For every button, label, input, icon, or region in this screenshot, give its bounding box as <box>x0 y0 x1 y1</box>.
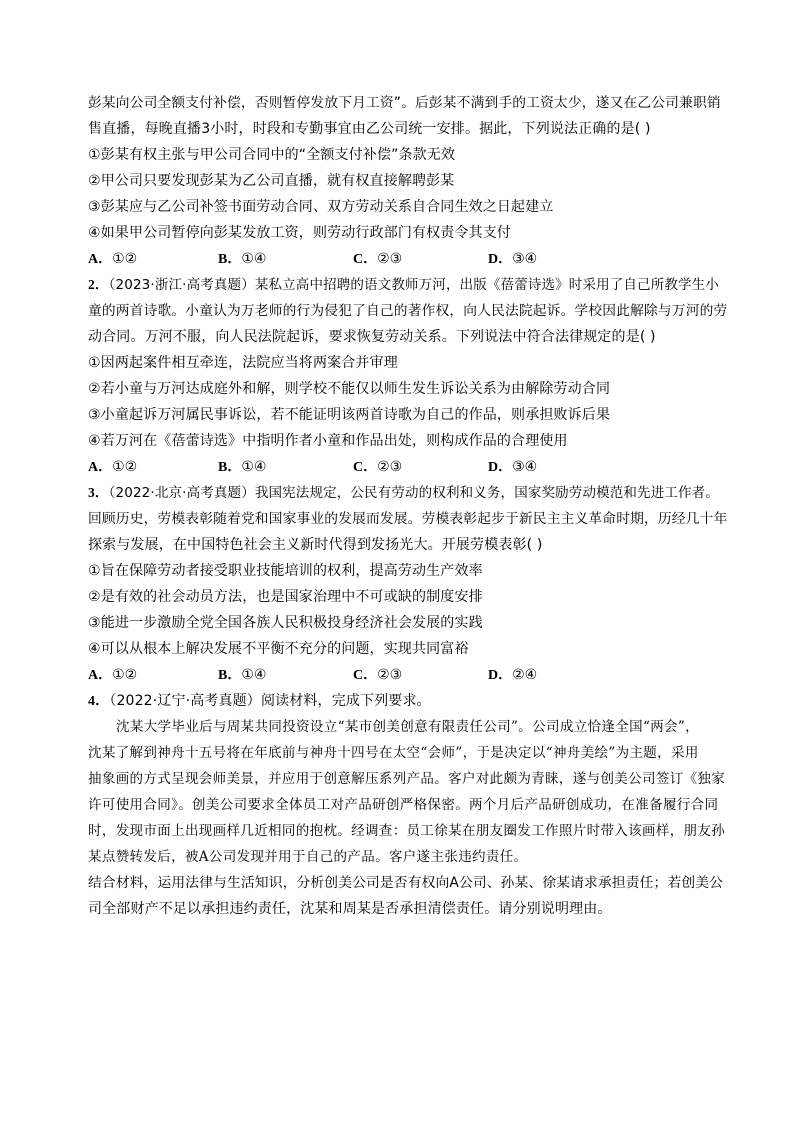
option-d: D．③④ <box>488 459 538 475</box>
option-b: B．①④ <box>218 459 267 475</box>
question-2-stem-line: 2．（2023·浙江·高考真题）某私立高中招聘的语文教师万河，出版《蓓蕾诗选》时采用了自己所教学生小 <box>88 277 719 293</box>
question-3-statement: ①旨在保障劳动者接受职业技能培训的权利，提高劳动生产效率 <box>88 563 483 579</box>
question-1-statement: ③彭某应与乙公司补签书面劳动合同、双方劳动关系自合同生效之日起建立 <box>88 199 554 215</box>
question-3-statement: ④可以从根本上解决发展不平衡不充分的问题，实现共同富裕 <box>88 641 469 657</box>
question-2-statement: ④若万河在《蓓蕾诗选》中指明作者小童和作品出处，则构成作品的合理使用 <box>88 433 568 449</box>
question-1-statement: ①彭某有权主张与甲公司合同中的“全额支付补偿”条款无效 <box>88 147 456 163</box>
option-b: B．①④ <box>218 667 267 683</box>
question-2-statement: ②若小童与万河达成庭外和解，则学校不能仅以师生发生诉讼关系为由解除劳动合同 <box>88 381 611 397</box>
question-4-stem-line: 4．（2022·辽宁·高考真题）阅读材料，完成下列要求。 <box>88 693 431 709</box>
question-4-material-line: 许可使用合同》。创美公司要求全体员工对产品研创严格保密。两个月后产品研创成功，在准备履行合同 <box>88 797 719 813</box>
option-b: B．①④ <box>218 251 267 267</box>
question-1-statement: ②甲公司只要发现彭某为乙公司直播，就有权直接解聘彭某 <box>88 173 455 189</box>
question-3 <box>88 480 728 688</box>
question-1-stem-line: 彭某向公司全额支付补偿，否则暂停发放下月工资”。后彭某不满到手的工资太少，遂又在乙公司兼职销 <box>88 95 721 111</box>
option-a: A．①② <box>88 459 138 475</box>
question-1-stem-line: 售直播，每晚直播3小时，时段和专勤事宜由乙公司统一安排。据此，下列说法正确的是( ) <box>88 121 651 137</box>
question-2-stem-line: 动合同。万河不服，向人民法院起诉，要求恢复劳动关系。下列说法中符合法律规定的是( ) <box>88 329 656 345</box>
question-4 <box>88 688 728 922</box>
question-2-statement: ①因两起案件相互牵连，法院应当将两案合并审理 <box>88 355 398 371</box>
question-4-task-line: 结合材料，运用法律与生活知识，分析创美公司是否有权向A公司、孙某、徐某请求承担责任；若创美公 <box>88 875 724 891</box>
question-4-material-line: 抽象画的方式呈现会师美景，并应用于创意解压系列产品。客户对此颇为青睐，遂与创美公司签订《独家 <box>88 771 726 787</box>
question-2 <box>88 272 728 480</box>
question-3-statement: ②是有效的社会动员方法，也是国家治理中不可或缺的制度安排 <box>88 589 483 605</box>
question-2-stem-line: 童的两首诗歌。小童认为万老师的行为侵犯了自己的著作权，向人民法院起诉。学校因此解除与万河的劳 <box>88 303 728 319</box>
question-4-material-line: 某点赞转发后，被A公司发现并用于自己的产品。客户遂主张违约责任。 <box>88 849 528 865</box>
question-1 <box>88 90 728 272</box>
question-number: 2． <box>88 277 109 292</box>
question-2-statement: ③小童起诉万河属民事诉讼，若不能证明该两首诗歌为自己的作品，则承担败诉后果 <box>88 407 611 423</box>
question-3-stem-line: 3．（2022·北京·高考真题）我国宪法规定，公民有劳动的权利和义务，国家奖励劳动模范和先进工作者。 <box>88 485 719 501</box>
question-3-options <box>88 662 728 688</box>
question-4-material-line: 时，发现市面上出现画样几近相同的抱枕。经调查：员工徐某在朋友圈发工作照片时带入该画样，朋友孙 <box>88 823 726 839</box>
question-3-statement: ③能进一步激励全党全国各族人民积极投身经济社会发展的实践 <box>88 615 483 631</box>
question-4-task-line: 司全部财产不足以承担违约责任，沈某和周某是否承担清偿责任。请分别说明理由。 <box>88 901 612 917</box>
question-4-material-line: 沈某了解到神舟十五号将在年底前与神舟十四号在太空“会师”，于是决定以“神舟美绘”为主题，采用 <box>88 745 699 761</box>
question-4-material-line: 沈某大学毕业后与周某共同投资设立“某市创美创意有限责任公司”。公司成立恰逢全国“两会”， <box>116 719 700 735</box>
question-number: 4． <box>88 694 110 709</box>
question-3-stem-line: 探索与发展，在中国特色社会主义新时代得到发扬光大。开展劳模表彰( ) <box>88 537 543 553</box>
option-c: C．②③ <box>353 459 403 475</box>
question-1-statement: ④如果甲公司暂停向彭某发放工资，则劳动行政部门有权责令其支付 <box>88 225 512 241</box>
option-a: A．①② <box>88 667 138 683</box>
question-1-options <box>88 246 728 272</box>
question-3-stem-line: 回顾历史，劳模表彰随着党和国家事业的发展而发展。劳模表彰起步于新民主主义革命时期，历经几十年 <box>88 511 728 527</box>
option-d: D．②④ <box>488 667 538 683</box>
option-a: A．①② <box>88 251 138 267</box>
question-number: 3． <box>88 485 109 500</box>
option-d: D．③④ <box>488 251 538 267</box>
option-c: C．②③ <box>353 667 403 683</box>
option-c: C．②③ <box>353 251 403 267</box>
question-2-options <box>88 454 728 480</box>
